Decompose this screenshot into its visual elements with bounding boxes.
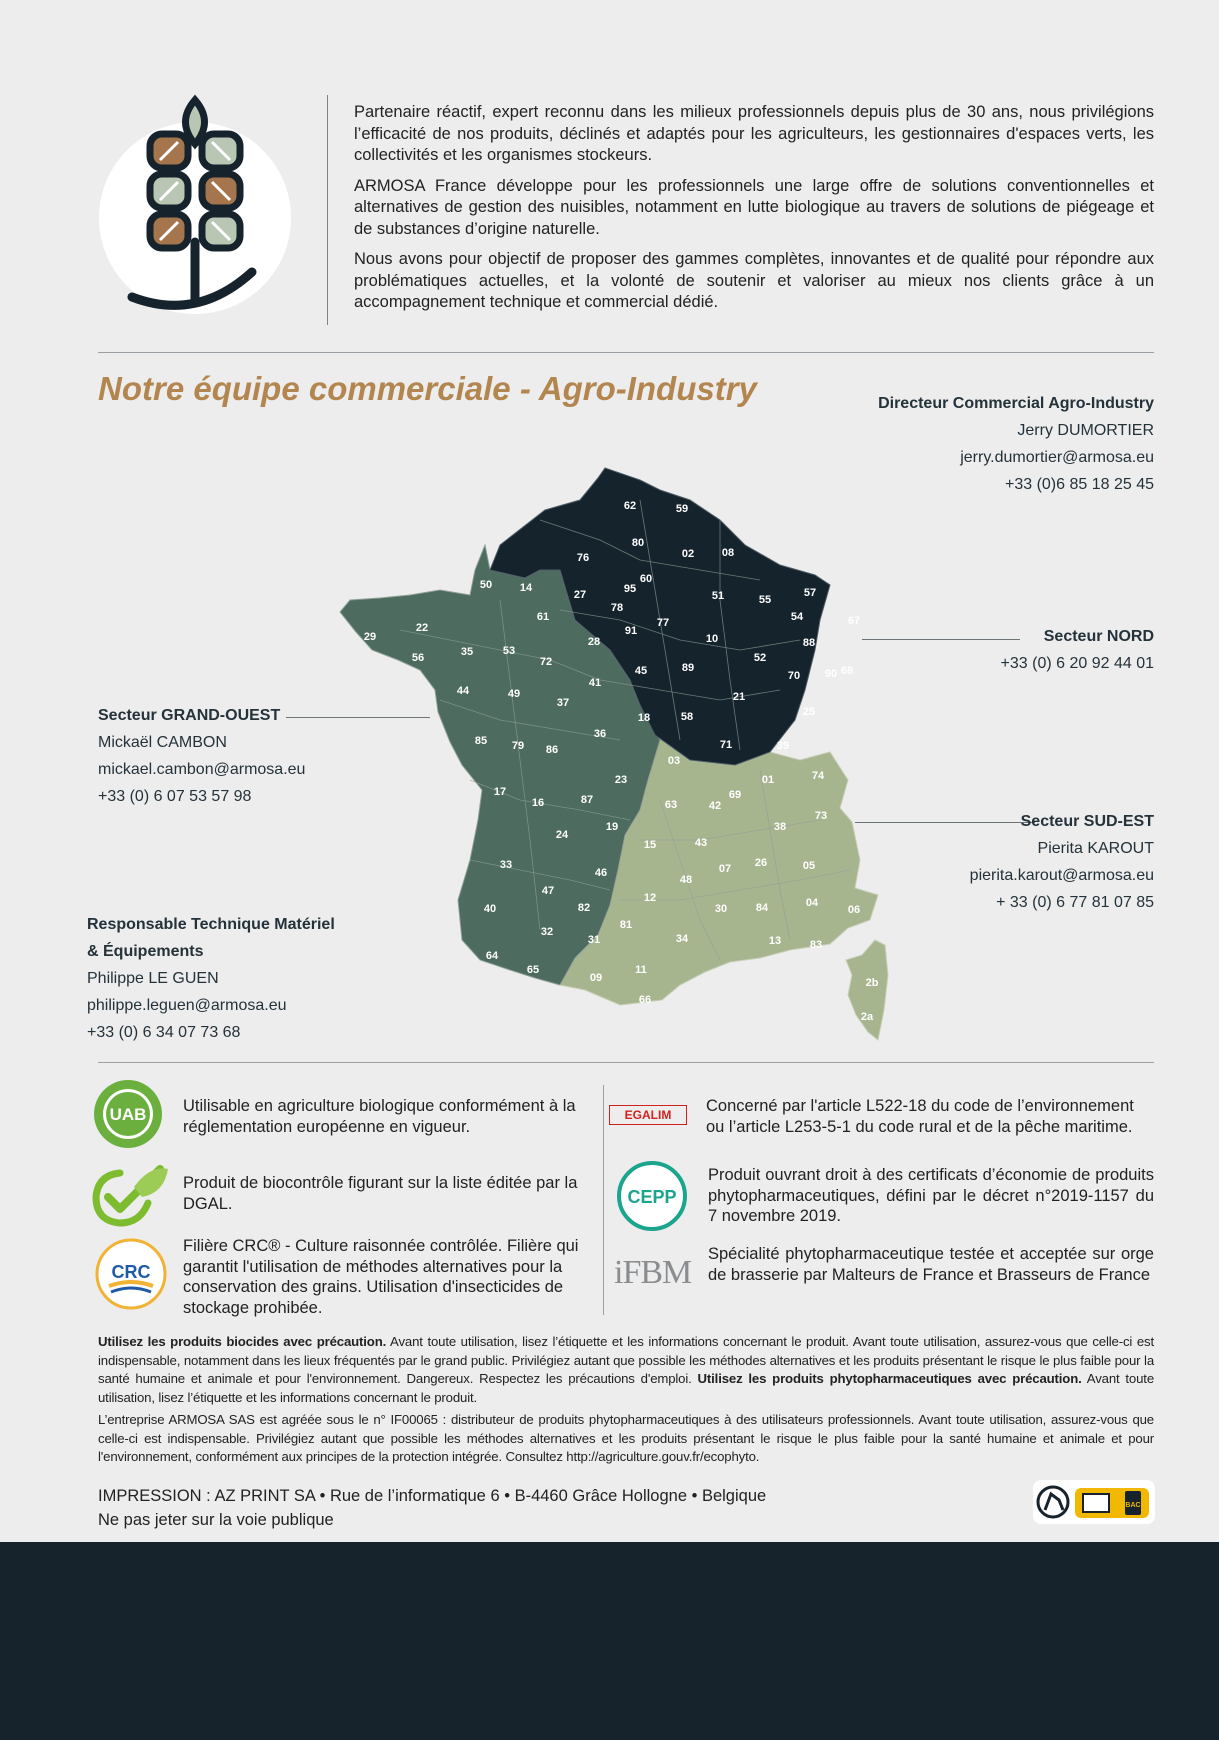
department-label-56: 56: [411, 652, 425, 664]
department-label-88: 88: [802, 637, 816, 649]
department-label-24: 24: [555, 829, 569, 841]
technique-role-line1: Responsable Technique Matériel: [87, 916, 335, 933]
director-role: Directeur Commercial Agro-Industry: [878, 395, 1154, 412]
technique-role-line2: & Équipements: [87, 943, 204, 960]
department-label-51: 51: [711, 590, 725, 602]
legal-text-1: Avant toute utilisation, lisez l’étiquette et les informations concernant le produit. Avant toute utilisation, assurez-vous que celle-ci est indispensable, notamment dans les lieux fréquentés par le grand public. Privilégiez autant que possible les méthodes alternatives et les produits présentant le risque le plus faible pour la santé humaine et animale et pour l'environnement. Dangereux. Respectez les précautions d'emploi.: [98, 1334, 1154, 1386]
department-label-95: 95: [623, 583, 637, 595]
department-label-10: 10: [705, 633, 719, 645]
department-label-83: 83: [809, 939, 823, 951]
uab-icon: [92, 1078, 164, 1150]
department-label-06: 06: [847, 904, 861, 916]
department-label-14: 14: [519, 582, 533, 594]
department-label-09: 09: [589, 972, 603, 984]
intro-paragraph-2: ARMOSA France développe pour les professionnels une large offre de solutions conventionnelles et alternatives de gestion des nuisibles, notamment en lutte biologique au travers de solutions de piégeage et de substances d’origine naturelle.: [354, 176, 1154, 238]
department-label-48: 48: [679, 874, 693, 886]
zone-corse: [846, 940, 888, 1040]
department-label-41: 41: [588, 677, 602, 689]
department-label-08: 08: [721, 547, 735, 559]
department-label-34: 34: [675, 933, 689, 945]
technique-phone[interactable]: +33 (0) 6 34 07 73 68: [87, 1024, 241, 1041]
legal-text-2: Avant toute utilisation, lisez l’étiquette et les informations concernant le produit.: [98, 1371, 1154, 1405]
department-label-43: 43: [694, 837, 708, 849]
department-label-31: 31: [587, 934, 601, 946]
certifications-divider: [603, 1085, 604, 1315]
uab-logo: [92, 1078, 164, 1150]
department-label-04: 04: [805, 897, 819, 909]
department-label-69: 69: [728, 789, 742, 801]
grand-ouest-phone[interactable]: +33 (0) 6 07 53 57 98: [98, 788, 252, 805]
intro-divider: [327, 95, 328, 325]
department-label-38: 38: [773, 821, 787, 833]
department-label-22: 22: [415, 622, 429, 634]
department-label-45: 45: [634, 665, 648, 677]
nord-contact: [900, 623, 1154, 677]
wheat-logo: [92, 92, 302, 322]
department-label-05: 05: [802, 860, 816, 872]
department-label-81: 81: [619, 919, 633, 931]
divider-bottom: [98, 1062, 1154, 1063]
department-label-50: 50: [479, 579, 493, 591]
department-label-37: 37: [556, 697, 570, 709]
department-label-68: 68: [840, 665, 854, 677]
divider-top: [98, 352, 1154, 353]
department-label-29: 29: [363, 631, 377, 643]
department-label-36: 36: [593, 728, 607, 740]
legal-paragraph-1: [98, 1333, 1154, 1407]
department-label-25: 25: [802, 706, 816, 718]
department-label-44: 44: [456, 685, 470, 697]
egalim-text: Concerné par l'article L522-18 du code de l’environnement ou l’article L253-5-1 du code rural et de la pêche maritime.: [706, 1097, 1134, 1136]
department-label-47: 47: [541, 885, 555, 897]
bin-badge: BAC: [1125, 1502, 1141, 1509]
biocontrole-text: Produit de biocontrôle figurant sur la liste éditée par la DGAL.: [183, 1174, 578, 1213]
department-label-19: 19: [605, 821, 619, 833]
department-label-73: 73: [814, 810, 828, 822]
legal-bold-2: Utilisez les produits phytopharmaceutiques avec précaution.: [697, 1371, 1082, 1386]
department-label-16: 16: [531, 797, 545, 809]
nord-phone[interactable]: +33 (0) 6 20 92 44 01: [1000, 655, 1154, 672]
ifbm-text: Spécialité phytopharmaceutique testée et acceptée sur orge de brasserie par Malteurs de France et Brasseurs de France: [708, 1245, 1154, 1284]
crc-icon: [95, 1238, 167, 1310]
department-label-13: 13: [768, 935, 782, 947]
uab-badge: UAB: [109, 1105, 147, 1124]
cepp-badge: CEPP: [627, 1187, 677, 1207]
ifbm-logo: iFBM: [614, 1254, 692, 1291]
imprint-line-1: IMPRESSION : AZ PRINT SA • Rue de l’informatique 6 • B-4460 Grâce Hollogne • Belgique: [98, 1487, 767, 1505]
director-email[interactable]: jerry.dumortier@armosa.eu: [960, 449, 1154, 466]
packaging-icon: [1083, 1494, 1109, 1512]
department-label-85: 85: [474, 735, 488, 747]
department-label-33: 33: [499, 859, 513, 871]
wheat-icon: [92, 92, 302, 322]
legal-paragraph-2: L’entreprise ARMOSA SAS est agréée sous le n° IF00065 : distributeur de produits phytopharmaceutiques à des utilisateurs professionnels. Avant toute utilisation, assurez-vous que celle-ci est indispensable. Privilégiez autant que possible les méthodes alternatives et les produits présentant le risque le plus faible pour la santé humaine et animale et pour l'environnement, conformément aux principes de la protection intégrée. Consultez http://agriculture.gouv.fr/ecophyto.: [98, 1412, 1154, 1464]
department-label-42: 42: [708, 800, 722, 812]
department-label-52: 52: [753, 652, 767, 664]
nord-role: Secteur NORD: [1043, 628, 1154, 645]
director-name: Jerry DUMORTIER: [1017, 422, 1154, 439]
department-label-65: 65: [526, 964, 540, 976]
department-label-40: 40: [483, 903, 497, 915]
sud-est-email[interactable]: pierita.karout@armosa.eu: [969, 867, 1154, 884]
department-label-07: 07: [718, 863, 732, 875]
department-label-70: 70: [787, 670, 801, 682]
director-phone[interactable]: +33 (0)6 85 18 25 45: [1004, 476, 1154, 493]
department-label-86: 86: [545, 744, 559, 756]
department-label-76: 76: [576, 552, 590, 564]
technique-name: Philippe LE GUEN: [87, 970, 219, 987]
legal-text: [98, 1333, 1154, 1471]
department-label-91: 91: [624, 625, 638, 637]
legal-bold-1: Utilisez les produits biocides avec précaution.: [98, 1334, 387, 1349]
sud-est-contact: [900, 808, 1154, 916]
department-label-82: 82: [577, 902, 591, 914]
department-label-21: 21: [732, 691, 746, 703]
department-label-74: 74: [811, 770, 825, 782]
intro-paragraph-1: Partenaire réactif, expert reconnu dans les milieux professionnels depuis plus de 30 ans, nous privilégions l’efficacité de nos produits, déclinés et adaptés pour les agriculteurs, les gestionnaires d'espaces verts, les collectivités et les organismes stockeurs.: [354, 103, 1154, 164]
grand-ouest-name: Mickaël CAMBON: [98, 734, 227, 751]
crc-logo: [95, 1238, 167, 1310]
department-label-84: 84: [755, 902, 769, 914]
egalim-badge: EGALIM: [609, 1105, 687, 1125]
department-label-77: 77: [656, 617, 670, 629]
department-label-87: 87: [580, 794, 594, 806]
cepp-logo: [616, 1160, 688, 1232]
department-label-66: 66: [638, 994, 652, 1006]
department-label-49: 49: [507, 688, 521, 700]
cepp-text: Produit ouvrant droit à des certificats d’économie de produits phytopharmaceutiques, défini par le décret n°2019-1157 du 7 novembre 2019.: [708, 1166, 1154, 1225]
sud-est-name: Pierita KAROUT: [1037, 840, 1154, 857]
map-zones: [340, 468, 888, 1040]
department-label-18: 18: [637, 712, 651, 724]
department-label-35: 35: [460, 646, 474, 658]
department-label-2a: 2a: [860, 1011, 874, 1023]
department-label-79: 79: [511, 740, 525, 752]
intro-text: [354, 102, 1154, 323]
department-label-53: 53: [502, 645, 516, 657]
department-label-54: 54: [790, 611, 804, 623]
uab-text: Utilisable en agriculture biologique conformément à la réglementation européenne en vigueur.: [183, 1097, 576, 1136]
imprint: [98, 1484, 898, 1532]
department-label-03: 03: [667, 755, 681, 767]
department-label-17: 17: [493, 786, 507, 798]
department-label-55: 55: [758, 594, 772, 606]
france-map: [330, 460, 900, 1050]
grand-ouest-email[interactable]: mickael.cambon@armosa.eu: [98, 761, 306, 778]
department-label-58: 58: [680, 711, 694, 723]
biocontrole-logo: [90, 1163, 170, 1229]
department-label-28: 28: [587, 636, 601, 648]
crc-text: Filière CRC® - Culture raisonnée contrôlée. Filière qui garantit l'utilisation de méthodes alternatives pour la conservation des grains. Utilisation d'insecticides de stockage prohibée.: [183, 1237, 579, 1317]
technique-email[interactable]: philippe.leguen@armosa.eu: [87, 997, 287, 1014]
department-label-89: 89: [681, 662, 695, 674]
department-label-63: 63: [664, 799, 678, 811]
department-label-32: 32: [540, 926, 554, 938]
department-label-39: 39: [776, 740, 790, 752]
department-label-30: 30: [714, 903, 728, 915]
department-label-61: 61: [536, 611, 550, 623]
department-label-67: 67: [847, 615, 861, 627]
department-label-64: 64: [485, 950, 499, 962]
department-label-80: 80: [631, 537, 645, 549]
department-label-60: 60: [639, 573, 653, 585]
department-label-90: 90: [824, 668, 838, 680]
department-label-15: 15: [643, 839, 657, 851]
department-label-26: 26: [754, 857, 768, 869]
department-label-57: 57: [803, 587, 817, 599]
sud-est-role: Secteur SUD-EST: [1020, 813, 1154, 830]
department-label-72: 72: [539, 656, 553, 668]
crc-badge: CRC: [111, 1262, 151, 1282]
department-label-46: 46: [594, 867, 608, 879]
department-label-59: 59: [675, 503, 689, 515]
sud-est-phone[interactable]: + 33 (0) 6 77 81 07 85: [996, 894, 1154, 911]
department-label-71: 71: [719, 739, 733, 751]
department-label-78: 78: [610, 602, 624, 614]
department-label-12: 12: [643, 892, 657, 904]
department-label-2b: 2b: [865, 977, 879, 989]
department-label-01: 01: [761, 774, 775, 786]
footer-band: [0, 1542, 1219, 1740]
biocontrol-leaf-icon: [90, 1163, 170, 1229]
recycling-icons: [1033, 1480, 1155, 1524]
department-label-62: 62: [623, 500, 637, 512]
section-title: Notre équipe commerciale - Agro-Industry: [98, 370, 757, 407]
department-label-02: 02: [681, 548, 695, 560]
grand-ouest-role: Secteur GRAND-OUEST: [98, 702, 286, 729]
department-label-11: 11: [635, 964, 647, 976]
recycling-icon-strip: [1033, 1480, 1155, 1524]
department-label-27: 27: [573, 589, 587, 601]
cepp-icon: [616, 1160, 688, 1232]
department-label-23: 23: [614, 774, 628, 786]
intro-paragraph-3: Nous avons pour objectif de proposer des gammes complètes, innovantes et de qualité pour répondre aux problématiques actuelles, et la volonté de soutenir et valoriser au mieux nos clients grâce à un accompagnement technique et commercial dédié.: [354, 250, 1154, 311]
imprint-line-2: Ne pas jeter sur la voie publique: [98, 1511, 334, 1529]
